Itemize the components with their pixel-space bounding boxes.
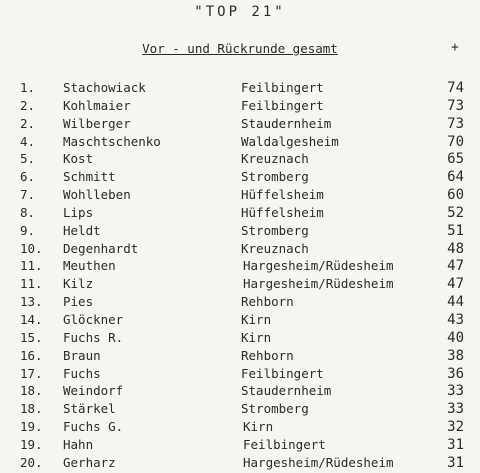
rank-cell: 19. bbox=[20, 419, 43, 435]
table-row bbox=[0, 419, 480, 437]
rank-cell: 1. bbox=[20, 80, 36, 95]
ranking-table bbox=[0, 80, 480, 473]
club-name: Feilbingert bbox=[241, 365, 324, 381]
rank-cell: 17. bbox=[20, 365, 43, 381]
rank-cell: 15. bbox=[20, 329, 43, 345]
table-row bbox=[0, 98, 480, 116]
club-name: Hüffelsheim bbox=[241, 187, 324, 203]
player-name: Degenhardt bbox=[63, 240, 139, 256]
player-name: Lips bbox=[63, 204, 94, 220]
club-name: Hargesheim/Rüdesheim bbox=[243, 276, 394, 292]
page-title: "TOP 21" bbox=[194, 4, 286, 20]
rank-cell: 2. bbox=[20, 97, 36, 113]
player-name: Glöckner bbox=[63, 311, 124, 327]
club-name: Kirn bbox=[241, 329, 272, 345]
rank-cell: 14. bbox=[20, 311, 43, 327]
points-column-header: + bbox=[451, 40, 459, 55]
rank-cell: 10. bbox=[20, 240, 43, 256]
points-value: 33 bbox=[447, 401, 464, 418]
club-name: Stromberg bbox=[241, 401, 309, 417]
points-value: 73 bbox=[447, 115, 464, 132]
club-name: Rehborn bbox=[241, 294, 294, 310]
rank-cell: 9. bbox=[20, 222, 36, 238]
club-name: Staudernheim bbox=[241, 115, 332, 131]
points-value: 32 bbox=[447, 419, 464, 436]
club-name: Kirn bbox=[241, 311, 272, 327]
rank-cell: 4. bbox=[20, 133, 36, 149]
subtitle-text: Vor - und Rückrunde gesamt bbox=[142, 41, 338, 56]
player-name: Heldt bbox=[63, 222, 101, 238]
table-row bbox=[0, 401, 480, 419]
table-row bbox=[0, 437, 480, 455]
player-name: Weindorf bbox=[63, 383, 124, 399]
table-row bbox=[0, 330, 480, 348]
points-value: 65 bbox=[447, 151, 464, 168]
points-value: 38 bbox=[447, 347, 464, 364]
rank-cell: 11. bbox=[20, 276, 43, 292]
points-value: 64 bbox=[447, 169, 464, 186]
player-name: Fuchs R. bbox=[63, 329, 124, 345]
player-name: Schmitt bbox=[63, 169, 116, 185]
rank-cell: 8. bbox=[20, 204, 36, 220]
table-row bbox=[0, 151, 480, 169]
points-value: 43 bbox=[447, 311, 464, 328]
player-name: Fuchs bbox=[63, 365, 101, 381]
rank-cell: 11. bbox=[20, 258, 43, 274]
points-value: 31 bbox=[447, 436, 464, 453]
player-name: Kilz bbox=[63, 276, 94, 292]
table-row bbox=[0, 348, 480, 366]
player-name: Kost bbox=[63, 151, 94, 167]
rank-cell: 20. bbox=[20, 454, 43, 470]
player-name: Fuchs G. bbox=[63, 419, 124, 435]
rank-cell: 5. bbox=[20, 151, 36, 167]
points-value: 40 bbox=[447, 329, 464, 346]
table-row bbox=[0, 169, 480, 187]
table-row bbox=[0, 205, 480, 223]
club-name: Hargesheim/Rüdesheim bbox=[243, 454, 394, 470]
rank-cell: 19. bbox=[20, 436, 43, 452]
points-value: 31 bbox=[447, 454, 464, 471]
club-name: Rehborn bbox=[241, 347, 294, 363]
points-value: 33 bbox=[447, 383, 464, 400]
table-row bbox=[0, 223, 480, 241]
points-value: 60 bbox=[447, 187, 464, 204]
club-name: Kreuznach bbox=[241, 240, 309, 256]
club-name: Kreuznach bbox=[241, 151, 309, 167]
points-value: 73 bbox=[447, 97, 464, 114]
rank-cell: 6. bbox=[20, 169, 36, 185]
player-name: Meuthen bbox=[63, 258, 116, 274]
player-name: Stachowiack bbox=[63, 80, 146, 95]
player-name: Pies bbox=[63, 294, 94, 310]
points-value: 48 bbox=[447, 240, 464, 257]
club-name: Hüffelsheim bbox=[241, 204, 324, 220]
table-row bbox=[0, 294, 480, 312]
player-name: Maschtschenko bbox=[63, 133, 161, 149]
rank-cell: 18. bbox=[20, 401, 43, 417]
player-name: Gerharz bbox=[63, 454, 116, 470]
table-row bbox=[0, 187, 480, 205]
player-name: Wohlleben bbox=[63, 187, 131, 203]
table-row bbox=[0, 276, 480, 294]
player-name: Braun bbox=[63, 347, 101, 363]
club-name: Feilbingert bbox=[241, 97, 324, 113]
player-name: Stärkel bbox=[63, 401, 116, 417]
points-value: 51 bbox=[447, 222, 464, 239]
rank-cell: 7. bbox=[20, 187, 36, 203]
rank-cell: 13. bbox=[20, 294, 43, 310]
points-value: 44 bbox=[447, 294, 464, 311]
table-row bbox=[0, 116, 480, 134]
table-row bbox=[0, 383, 480, 401]
table-row bbox=[0, 134, 480, 152]
player-name: Wilberger bbox=[63, 115, 131, 131]
points-value: 47 bbox=[447, 258, 464, 275]
club-name: Feilbingert bbox=[243, 436, 326, 452]
table-row bbox=[0, 241, 480, 259]
points-value: 47 bbox=[447, 276, 464, 293]
page-subtitle bbox=[0, 41, 480, 56]
rank-cell: 2. bbox=[20, 115, 36, 131]
table-row bbox=[0, 80, 480, 98]
player-name: Hahn bbox=[63, 436, 94, 452]
club-name: Feilbingert bbox=[241, 80, 324, 95]
points-value: 74 bbox=[447, 80, 464, 96]
club-name: Waldalgesheim bbox=[241, 133, 339, 149]
points-value: 52 bbox=[447, 204, 464, 221]
table-row bbox=[0, 455, 480, 473]
rank-cell: 18. bbox=[20, 383, 43, 399]
rank-cell: 16. bbox=[20, 347, 43, 363]
table-row bbox=[0, 312, 480, 330]
points-value: 70 bbox=[447, 133, 464, 150]
table-row bbox=[0, 258, 480, 276]
club-name: Stromberg bbox=[241, 222, 309, 238]
table-row bbox=[0, 366, 480, 384]
club-name: Staudernheim bbox=[241, 383, 332, 399]
player-name: Kohlmaier bbox=[63, 97, 131, 113]
club-name: Stromberg bbox=[241, 169, 309, 185]
club-name: Kirn bbox=[243, 419, 274, 435]
club-name: Hargesheim/Rüdesheim bbox=[243, 258, 394, 274]
points-value: 36 bbox=[447, 365, 464, 382]
